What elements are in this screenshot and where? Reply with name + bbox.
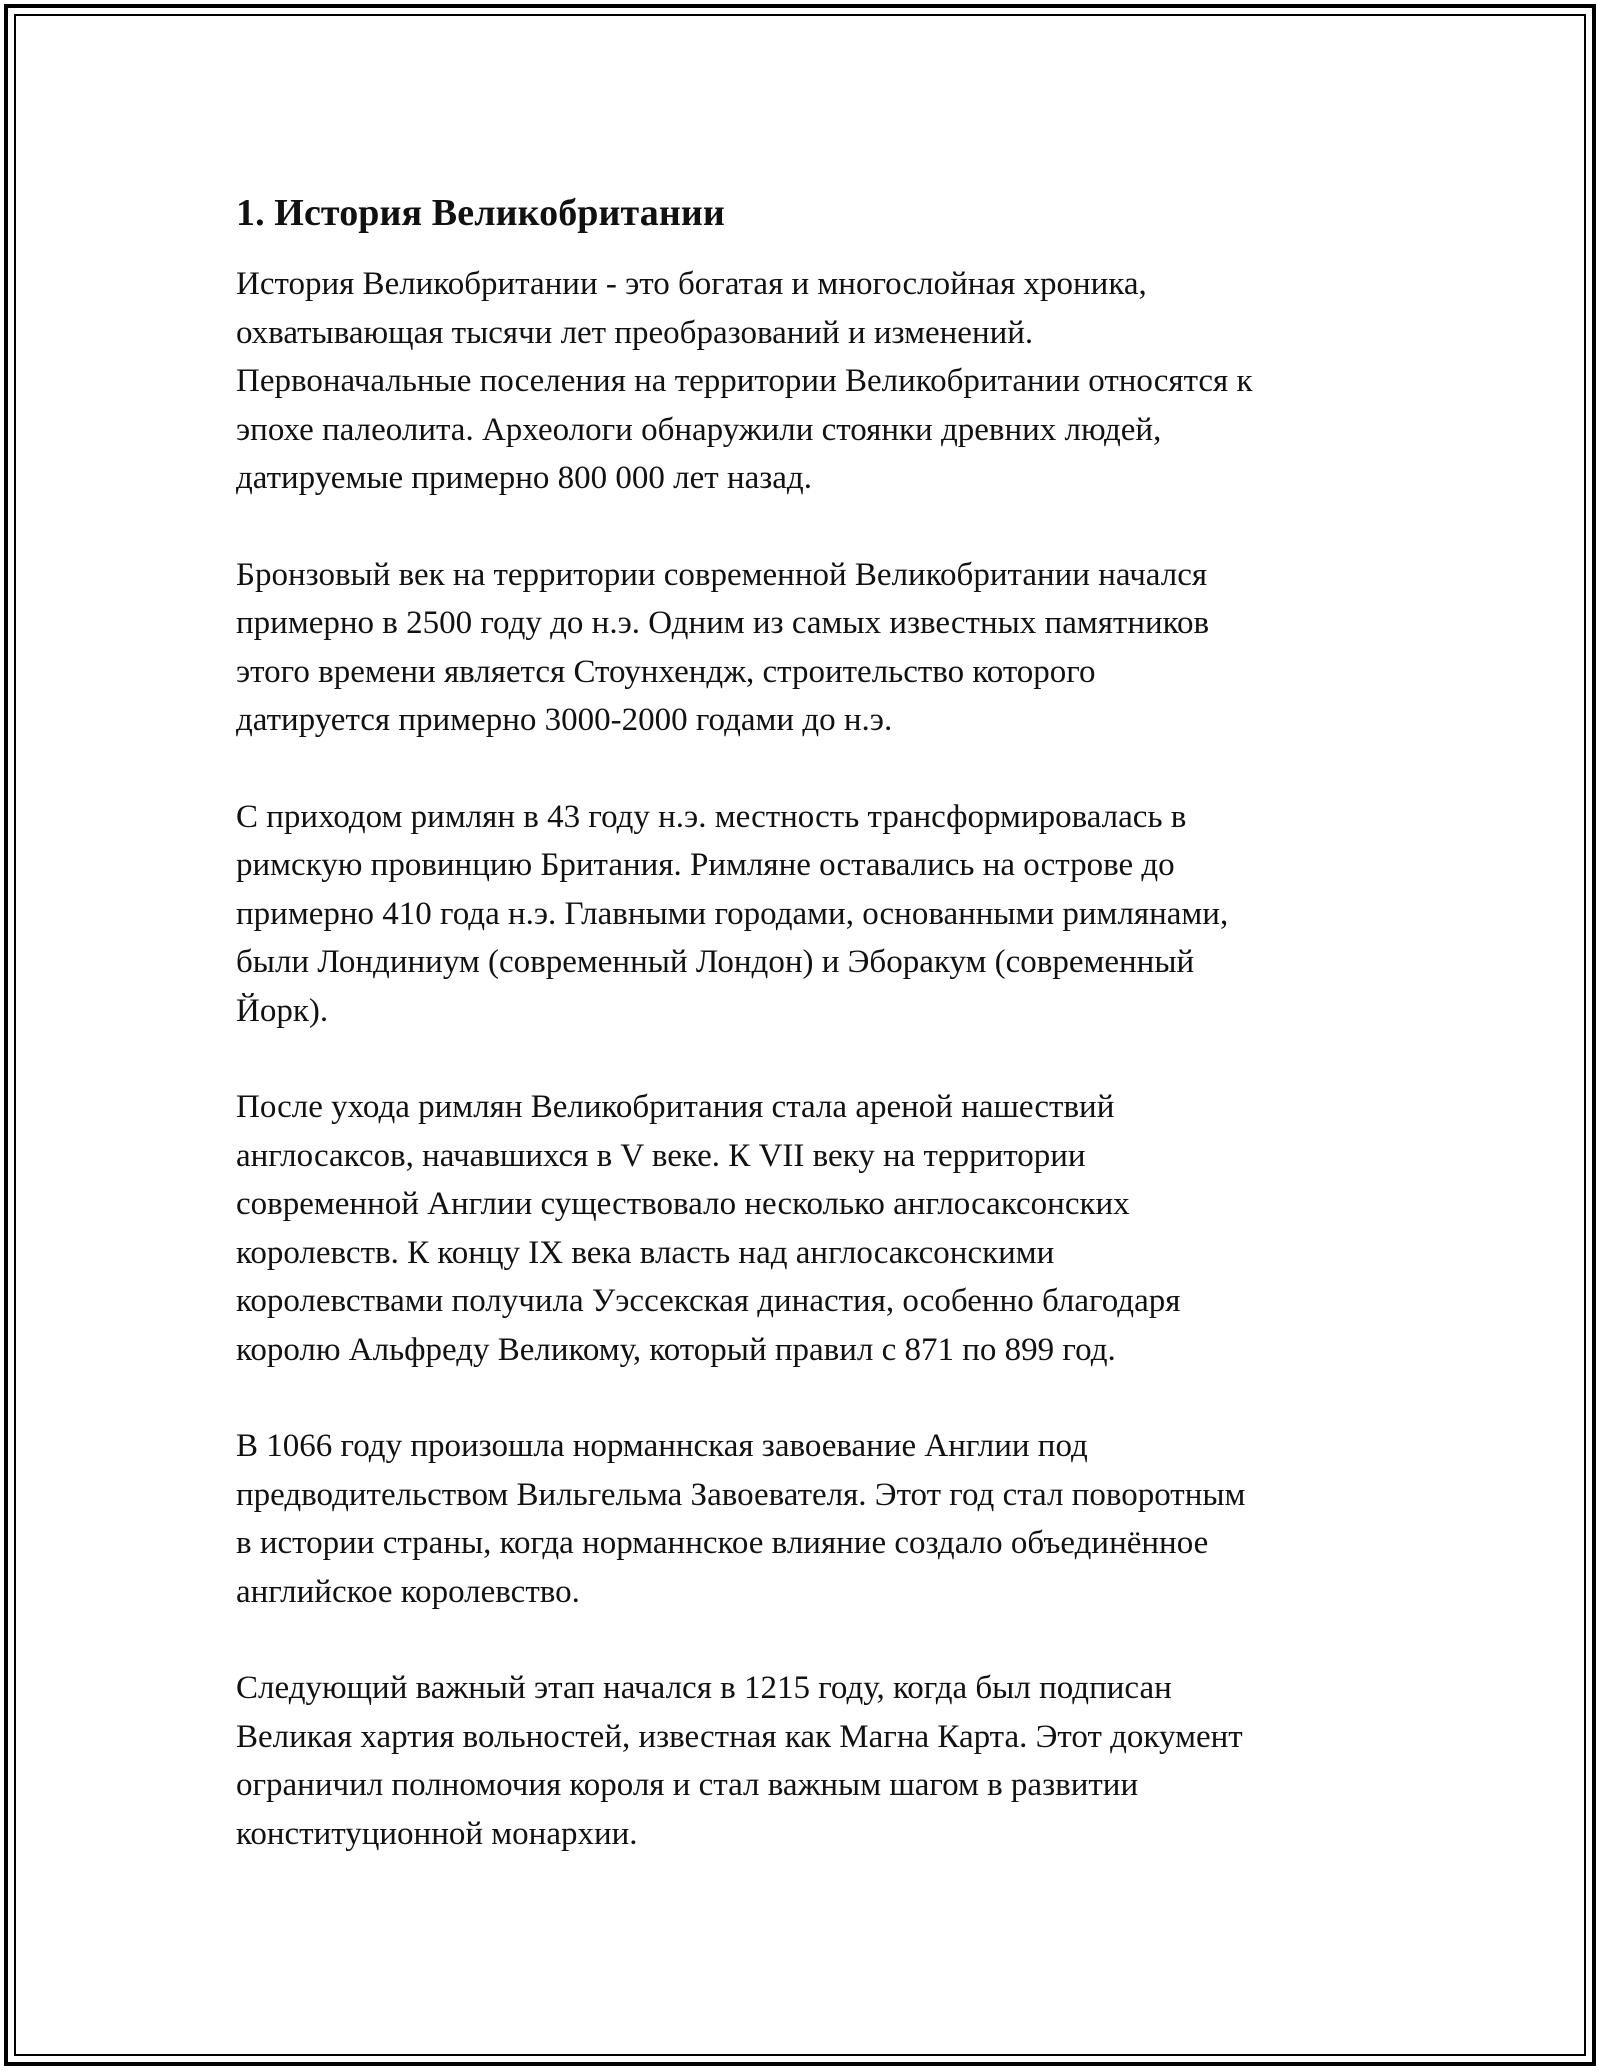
document-page bbox=[236, 188, 1396, 1906]
text-line: в истории страны, когда норманнское влияние создало объединённое bbox=[236, 1525, 1209, 1561]
paragraph-prehistory bbox=[236, 260, 1396, 503]
text-line: Йорк). bbox=[236, 992, 329, 1029]
text-line: этого времени является Стоунхендж, строительство которого bbox=[236, 653, 1096, 690]
paragraph-anglo-saxons bbox=[236, 1083, 1396, 1374]
text-line: примерно 410 года н.э. Главными городами, основанными римлянами, bbox=[236, 895, 1229, 932]
paragraph-roman-britain bbox=[236, 793, 1396, 1036]
text-line: были Лондиниум (современный Лондон) и Эборакум (современный bbox=[236, 944, 1195, 980]
text-line: королевств. К концу IX века власть над англосаксонскими bbox=[236, 1234, 1055, 1271]
text-line: Бронзовый век на территории современной Великобритании начался bbox=[236, 556, 1208, 593]
text-line: После ухода римлян Великобритания стала ареной нашествий bbox=[236, 1089, 1115, 1125]
text-line: В 1066 году произошла норманнская завоевание Англии под bbox=[236, 1428, 1088, 1464]
paragraph-magna-carta bbox=[236, 1664, 1396, 1858]
text-line: С приходом римлян в 43 году н.э. местность трансформировалась в bbox=[236, 798, 1187, 835]
text-line: эпохе палеолита. Археологи обнаружили стоянки древних людей, bbox=[236, 411, 1162, 448]
text-line: охватывающая тысячи лет преобразований и изменений. bbox=[236, 314, 1034, 351]
text-line: Первоначальные поселения на территории Великобритании относятся к bbox=[236, 363, 1253, 399]
paragraph-bronze-age bbox=[236, 551, 1396, 745]
section-heading: 1. История Великобритании bbox=[236, 192, 725, 234]
text-line: предводительством Вильгельма Завоевателя. Этот год стал поворотным bbox=[236, 1476, 1246, 1513]
text-line: примерно в 2500 году до н.э. Одним из самых известных памятников bbox=[236, 605, 1210, 641]
text-line: английское королевство. bbox=[236, 1573, 580, 1610]
text-line: англосаксов, начавшихся в V веке. К VII веку на территории bbox=[236, 1137, 1086, 1174]
text-line: Великая хартия вольностей, известная как Магна Карта. Этот документ bbox=[236, 1718, 1243, 1755]
text-line: датируется примерно 3000-2000 годами до н.э. bbox=[236, 702, 893, 738]
text-line: римскую провинцию Британия. Римляне оставались на острове до bbox=[236, 847, 1175, 883]
text-line: конституционной монархии. bbox=[236, 1815, 638, 1852]
text-line: История Великобритании - это богатая и многослойная хроника, bbox=[236, 266, 1147, 302]
text-line: датируемые примерно 800 000 лет назад. bbox=[236, 460, 812, 496]
text-line: современной Англии существовало несколько англосаксонских bbox=[236, 1186, 1130, 1222]
text-line: ограничил полномочия короля и стал важным шагом в развитии bbox=[236, 1767, 1139, 1803]
paragraph-norman-conquest bbox=[236, 1422, 1396, 1616]
text-line: Следующий важный этап начался в 1215 году, когда был подписан bbox=[236, 1670, 1172, 1706]
text-line: королевствами получила Уэссекская династия, особенно благодаря bbox=[236, 1283, 1181, 1319]
text-line: королю Альфреду Великому, который правил с 871 по 899 год. bbox=[236, 1331, 1116, 1368]
